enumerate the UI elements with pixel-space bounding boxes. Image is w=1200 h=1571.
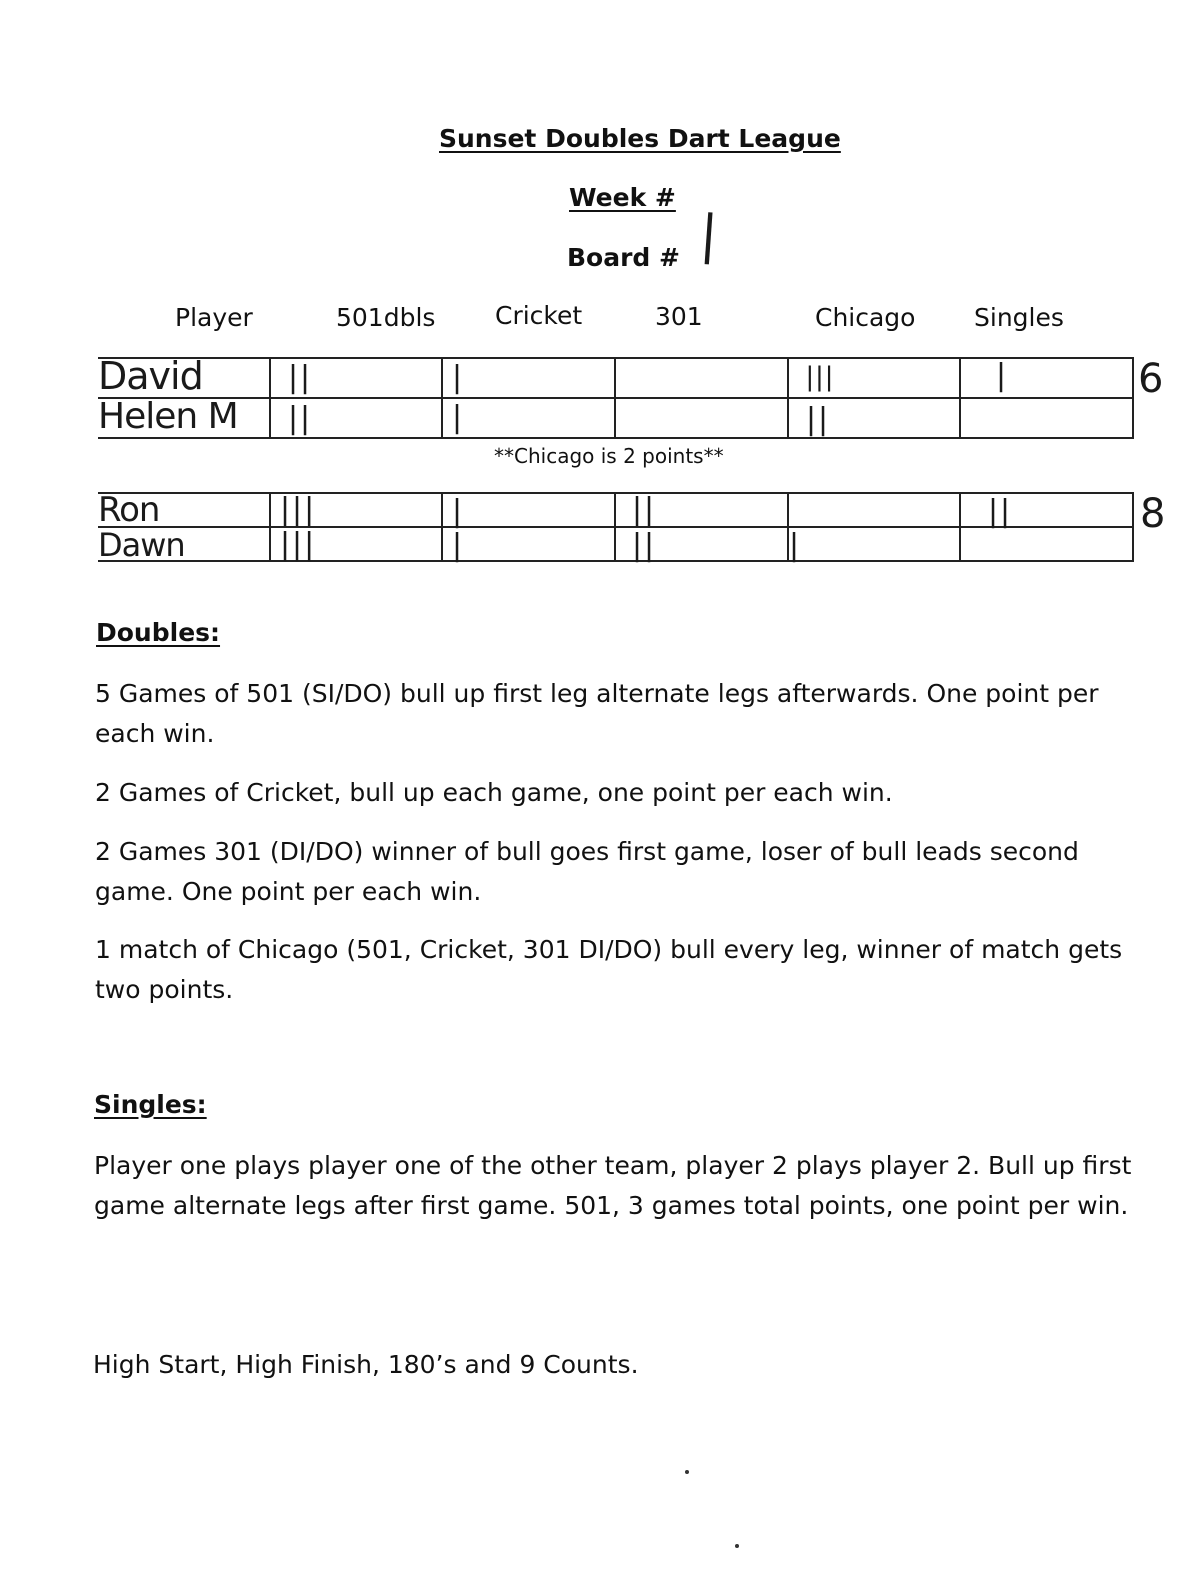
score-cell-singles bbox=[960, 358, 1133, 398]
team2-p2-301-tally: || bbox=[628, 528, 653, 563]
board-number: | bbox=[697, 204, 719, 266]
team1-p2-501-tally: || bbox=[284, 401, 309, 436]
table-row bbox=[98, 358, 1133, 398]
score-cell-chicago bbox=[788, 527, 961, 561]
score-cell-301 bbox=[615, 358, 788, 398]
doubles-rule-chicago: 1 match of Chicago (501, Cricket, 301 DI/DO) bull every leg, winner of match gets two points. bbox=[95, 935, 1123, 1004]
board-label: Board # bbox=[567, 243, 680, 272]
col-header-player: Player bbox=[175, 303, 253, 332]
singles-heading: Singles: bbox=[94, 1090, 207, 1119]
score-cell-301 bbox=[615, 398, 788, 438]
team2-p1-301-tally: || bbox=[628, 492, 653, 527]
team1-p1-singles-tally: | bbox=[992, 358, 1005, 393]
team2-p2-cricket-tally: | bbox=[448, 528, 461, 563]
league-title: Sunset Doubles Dart League bbox=[439, 124, 841, 153]
team1-total: 6 bbox=[1138, 356, 1163, 402]
team2-score-table bbox=[98, 492, 1134, 562]
chicago-points-note: **Chicago is 2 points** bbox=[494, 444, 724, 468]
score-cell-cricket bbox=[442, 358, 615, 398]
singles-rule: Player one plays player one of the other team, player 2 plays player 2. Bull up first game alternate legs after first game. 501, 3 games total points, one point per win. bbox=[94, 1151, 1132, 1220]
team2-p1-cricket-tally: | bbox=[448, 494, 461, 529]
team2-player1-name: Ron bbox=[98, 490, 160, 530]
table-row bbox=[98, 398, 1133, 438]
team2-p1-501-tally: ||| bbox=[276, 492, 313, 527]
col-header-cricket: Cricket bbox=[495, 301, 583, 330]
col-header-501dbls: 501dbls bbox=[336, 303, 436, 332]
team1-p2-cricket-tally: | bbox=[448, 400, 461, 435]
doubles-rule-501: 5 Games of 501 (SI/DO) bull up first leg alternate legs afterwards. One point per each win. bbox=[95, 679, 1099, 748]
team1-p1-chicago-tally: ||| bbox=[802, 362, 831, 392]
team1-player2-name: Helen M bbox=[98, 396, 238, 437]
team1-p1-501-tally: || bbox=[284, 360, 309, 395]
doubles-rule-301: 2 Games 301 (DI/DO) winner of bull goes first game, loser of bull leads second game. One point per each win. bbox=[95, 837, 1079, 906]
week-label: Week # bbox=[569, 183, 676, 212]
score-cell-cricket bbox=[442, 398, 615, 438]
score-cell-cricket bbox=[442, 527, 615, 561]
doubles-heading: Doubles: bbox=[96, 618, 221, 647]
col-header-chicago: Chicago bbox=[815, 303, 916, 332]
col-header-301: 301 bbox=[655, 302, 703, 331]
table-row bbox=[98, 493, 1133, 527]
team2-total: 8 bbox=[1140, 491, 1165, 537]
footer-note: High Start, High Finish, 180’s and 9 Counts. bbox=[93, 1350, 639, 1379]
team1-p1-cricket-tally: | bbox=[448, 360, 461, 395]
team1-player1-name: David bbox=[98, 354, 203, 398]
doubles-rule-cricket: 2 Games of Cricket, bull up each game, one point per each win. bbox=[95, 778, 893, 807]
scan-speck bbox=[685, 1470, 689, 1474]
team1-p2-chicago-tally: || bbox=[802, 402, 827, 437]
score-cell-singles bbox=[960, 398, 1133, 438]
score-cell-singles bbox=[960, 527, 1133, 561]
col-header-singles: Singles bbox=[974, 303, 1064, 332]
scan-speck bbox=[735, 1544, 739, 1548]
team2-p2-chicago-tally: | bbox=[785, 528, 798, 563]
score-cell-chicago bbox=[788, 493, 961, 527]
team2-p1-singles-tally: || bbox=[984, 494, 1009, 529]
team2-player2-name: Dawn bbox=[98, 526, 185, 564]
table-row bbox=[98, 527, 1133, 561]
score-cell-cricket bbox=[442, 493, 615, 527]
team2-p2-501-tally: ||| bbox=[276, 527, 313, 562]
team1-score-table bbox=[98, 357, 1134, 439]
